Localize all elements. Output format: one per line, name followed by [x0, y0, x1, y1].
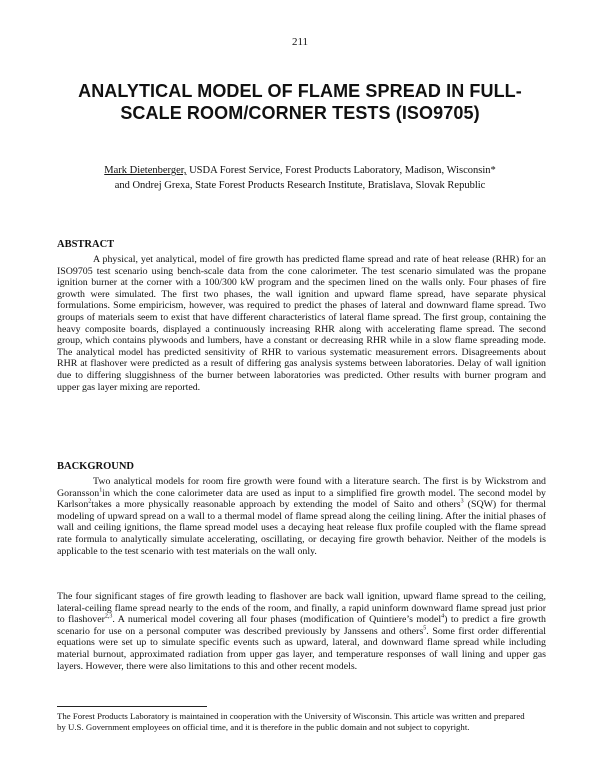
abstract-text: A physical, yet analytical, model of fire growth has predicted flame spread and rate of heat release (RHR) for an ISO9705 test scenario using bench-scale data from the cone calorimeter. The test scenario simulated was the propane ignition burner at the corner with a 100/300 kW program and the specimen lined on the walls only. Four phases of fire growth were simulated. The first two phases, the wall ignition and upward flame spread, have separate physical formulations. Some empiricism, however, was required to predict the phases of lateral and downward flame spread. Two groups of materials seem to exist that have different characteristics of lateral flame spread. The first group, containing the heavy composite boards, displayed a continuously increasing RHR along with accelerating flame spread. The second group, which contains plywoods and lumbers, have a constant or decreasing RHR while in a slow flame spreading mode. The analytical model has predicted sensitivity of RHR to various systematic measurement errors. Disagreements about RHR at flashover were predicted as a result of differing gas analysis systems between laboratories. Delay of wall ignition due to differing sluggishness of the burner between laboratories was predicted. Other results with burner program and upper gas layer mixing are reported.	[57, 254, 546, 393]
background-paragraph-2	[57, 591, 546, 672]
bg-p2-text-a: The four significant stages of fire growth leading to flashover are back wall ignition, upward flame spread to the ceiling, lateral-ceiling flame spread nearly to the ends of the room, and finally, a rapid uninform downward flame spread just prior to flashover	[57, 591, 546, 626]
footnote: The Forest Products Laboratory is maintained in cooperation with the University of Wisconsin. This article was written and prepared by U.S. Government employees on official time, and it is therefore in the public domain and not subject to copyright.	[57, 711, 525, 733]
footnote-divider	[57, 706, 207, 707]
title-line-1: ANALYTICAL MODEL OF FLAME SPREAD IN FULL-	[78, 81, 522, 101]
reference-marker: 2,3	[104, 613, 113, 620]
bg-p1-text-a: Two analytical models for room fire growth were found with a literature search. The first is by Wickstrom and Goransson	[57, 476, 546, 499]
abstract-heading: ABSTRACT	[57, 239, 115, 250]
bg-p1-text-c: takes a more physically reasonable approach by extending the model of Saito and others	[91, 499, 461, 511]
author-affiliation: USDA Forest Service, Forest Products Laboratory, Madison, Wisconsin*	[186, 165, 496, 176]
background-heading: BACKGROUND	[57, 461, 135, 472]
bg-p2-text-d: . Some first order differential equations were set up to simulate specific events such as upward, lateral, and downward flame spread while including material burnout, approximated radiation from upper gas layer, and temperature responses of wall lining and upper gas layers. However, there were also limitations to this and other recent models.	[57, 625, 546, 672]
page-number: 211	[291, 36, 309, 48]
abstract-paragraph	[57, 254, 546, 393]
reference-marker: 4	[441, 613, 445, 620]
reference-marker: 5	[423, 625, 427, 632]
background-paragraph-1	[57, 476, 546, 557]
title-line-2: SCALE ROOM/CORNER TESTS (ISO9705)	[120, 103, 480, 123]
author-line-1	[40, 163, 560, 178]
reference-marker: 2	[88, 498, 92, 505]
bg-p1-text-d: (SQW) for thermal modeling of upward spread on a wall to a thermal model of flame spread along the ceiling lining. After the initial phases of wall and ceiling ignitions, the flame spread model uses a decaying heat release flux profile coupled with the flame spread rate formula to analytically simulate accelerating, oscillating, or decaying fire growth behavior. Neither of the models is applicable to the test scenario with test materials on the wall only.	[57, 499, 546, 557]
bg-p1-text-b: in which the cone calorimeter data are used as input to a simplified fire growth model. The second model by Karlson	[57, 487, 546, 511]
author-name: Mark Dietenberger,	[104, 165, 187, 176]
reference-marker: 1	[99, 487, 103, 494]
reference-marker: 3	[460, 498, 464, 505]
bg-p2-text-c: ) to predict a fire growth scenario for use on a personal computer was described previously by Janssens and others	[57, 614, 546, 637]
author-block	[40, 163, 560, 193]
bg-p2-text-b: . A numerical model covering all four phases (modification of Quintiere’s model	[112, 614, 442, 626]
paper-title	[40, 80, 560, 124]
author-line-2: and Ondrej Grexa, State Forest Products Research Institute, Bratislava, Slovak Republic	[114, 180, 486, 191]
